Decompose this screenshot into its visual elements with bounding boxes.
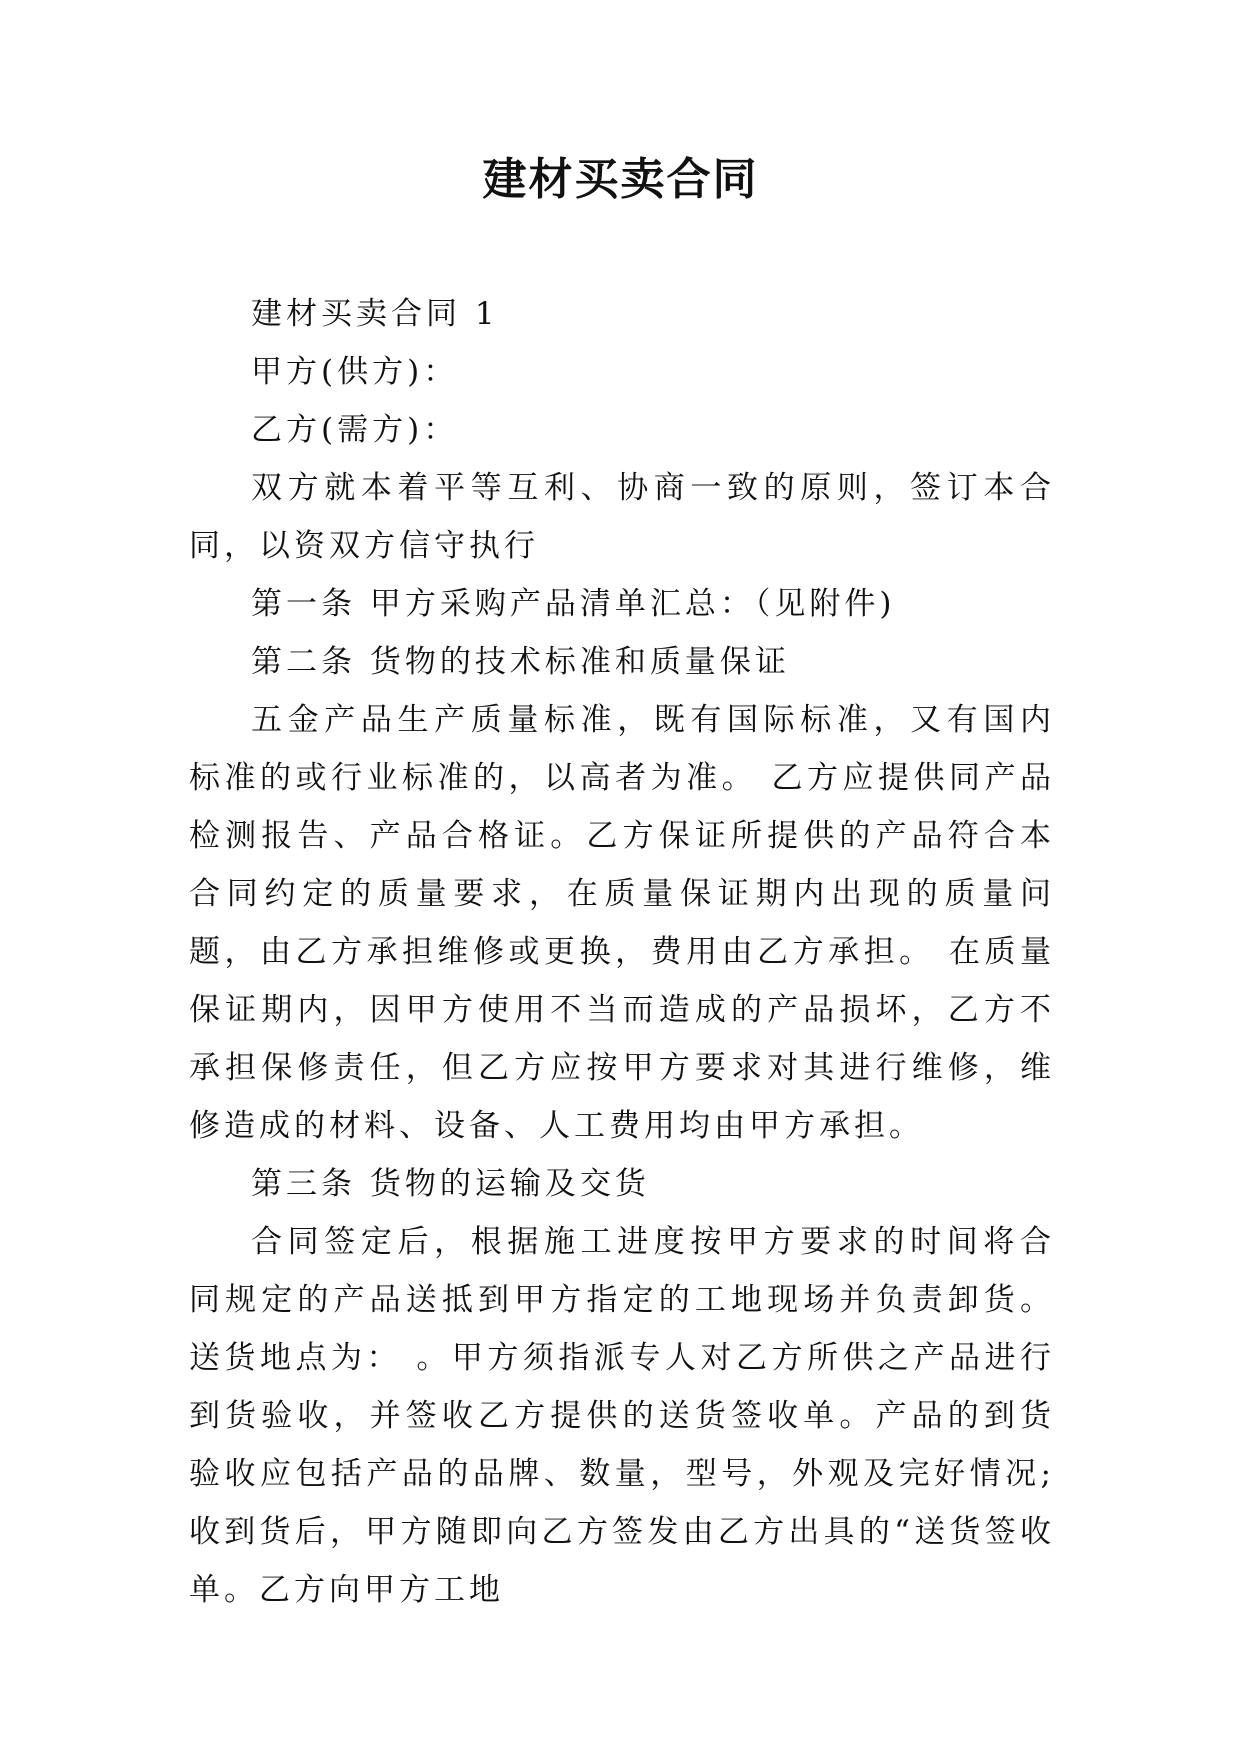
article-1-heading: 第一条 甲方采购产品清单汇总：（见附件) xyxy=(251,586,896,622)
contract-subtitle: 建材买卖合同 1 xyxy=(251,296,499,332)
article-3-heading: 第三条 货物的运输及交货 xyxy=(251,1166,650,1202)
document-title: 建材买卖合同 xyxy=(482,154,759,205)
article-2-body: 五金产品生产质量标准，既有国际标准，又有国内标准的或行业标准的，以高者为准。 乙方应提供同产品检测报告、产品合格证。乙方保证所提供的产品符合本合同约定的质量要求，在质量保证期内出现的质量问题，由乙方承担维修或更换，费用由乙方承担。 在质量保证期内，因甲方使用不当而造成的产品损坏，乙方不承担保修责任，但乙方应按甲方要求对其进行维修，维修造成的材料、设备、人工费用均由甲方承担。 xyxy=(189,702,1055,1144)
document-body xyxy=(189,285,1055,1619)
preamble-paragraph: 双方就本着平等互利、协商一致的原则，签订本合同，以资双方信守执行 xyxy=(189,470,1055,564)
party-a-line: 甲方(供方)： xyxy=(251,354,459,390)
party-b-line: 乙方(需方)： xyxy=(251,412,459,448)
article-2-heading: 第二条 货物的技术标准和质量保证 xyxy=(251,644,790,680)
article-3-body: 合同签定后，根据施工进度按甲方要求的时间将合同规定的产品送抵到甲方指定的工地现场并负责卸货。送货地点为： 。甲方须指派专人对乙方所供之产品进行到货验收，并签收乙方提供的送货签收单。产品的到货验收应包括产品的品牌、数量，型号，外观及完好情况;收到货后，甲方随即向乙方签发由乙方出具的“送货签收单。乙方向甲方工地 xyxy=(189,1224,1055,1608)
